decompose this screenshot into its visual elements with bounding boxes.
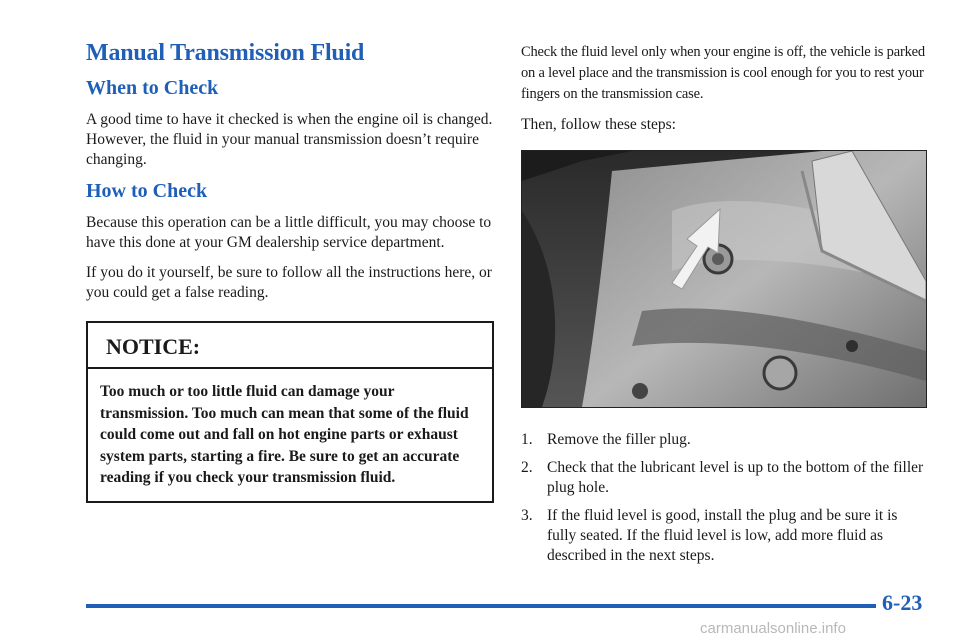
follow-steps-text: Then, follow these steps: [521, 116, 676, 133]
step-text: Remove the filler plug. [547, 431, 691, 448]
step-item [521, 458, 929, 498]
steps-list [521, 430, 929, 574]
page-title: Manual Transmission Fluid [86, 40, 365, 66]
step-item [521, 506, 929, 566]
notice-box [86, 321, 494, 503]
right-column [521, 42, 929, 145]
watermark: carmanualsonline.info [700, 620, 846, 637]
transmission-filler-plug-photo [521, 150, 927, 408]
notice-label: NOTICE: [88, 323, 492, 369]
step-number: 3. [521, 507, 533, 524]
footer-rule [86, 604, 876, 608]
step-item [521, 430, 929, 450]
check-intro-text: Check the fluid level only when your engine is off, the vehicle is parked on a level place and the transmission is cool enough for you to rest your fingers on the transmission case. [521, 44, 925, 102]
step-number: 1. [521, 431, 533, 448]
how-to-check-text-2: If you do it yourself, be sure to follow all the instructions here, or you could get a false reading. [86, 264, 492, 301]
how-to-check-text-1: Because this operation can be a little difficult, you may choose to have this done at your GM dealership service department. [86, 214, 492, 251]
step-text: Check that the lubricant level is up to the bottom of the filler plug hole. [547, 459, 924, 496]
transmission-photo-illustration [522, 151, 926, 407]
how-to-check-heading: How to Check [86, 180, 208, 202]
left-column [86, 40, 496, 503]
notice-text: Too much or too little fluid can damage your transmission. Too much can mean that some of the fluid could come out and fall on hot engine parts or exhaust system parts, starting a fire. Be sure to get an accurate reading if you check your transmission fluid. [100, 383, 469, 486]
step-text: If the fluid level is good, install the plug and be sure it is fully seated. If the fluid level is low, add more fluid as described in the next steps. [547, 507, 898, 564]
when-to-check-text: A good time to have it checked is when the engine oil is changed. However, the fluid in your manual transmission doesn’t require changing. [86, 111, 493, 168]
when-to-check-heading: When to Check [86, 77, 219, 99]
step-number: 2. [521, 459, 533, 476]
page-number: 6-23 [882, 590, 923, 615]
